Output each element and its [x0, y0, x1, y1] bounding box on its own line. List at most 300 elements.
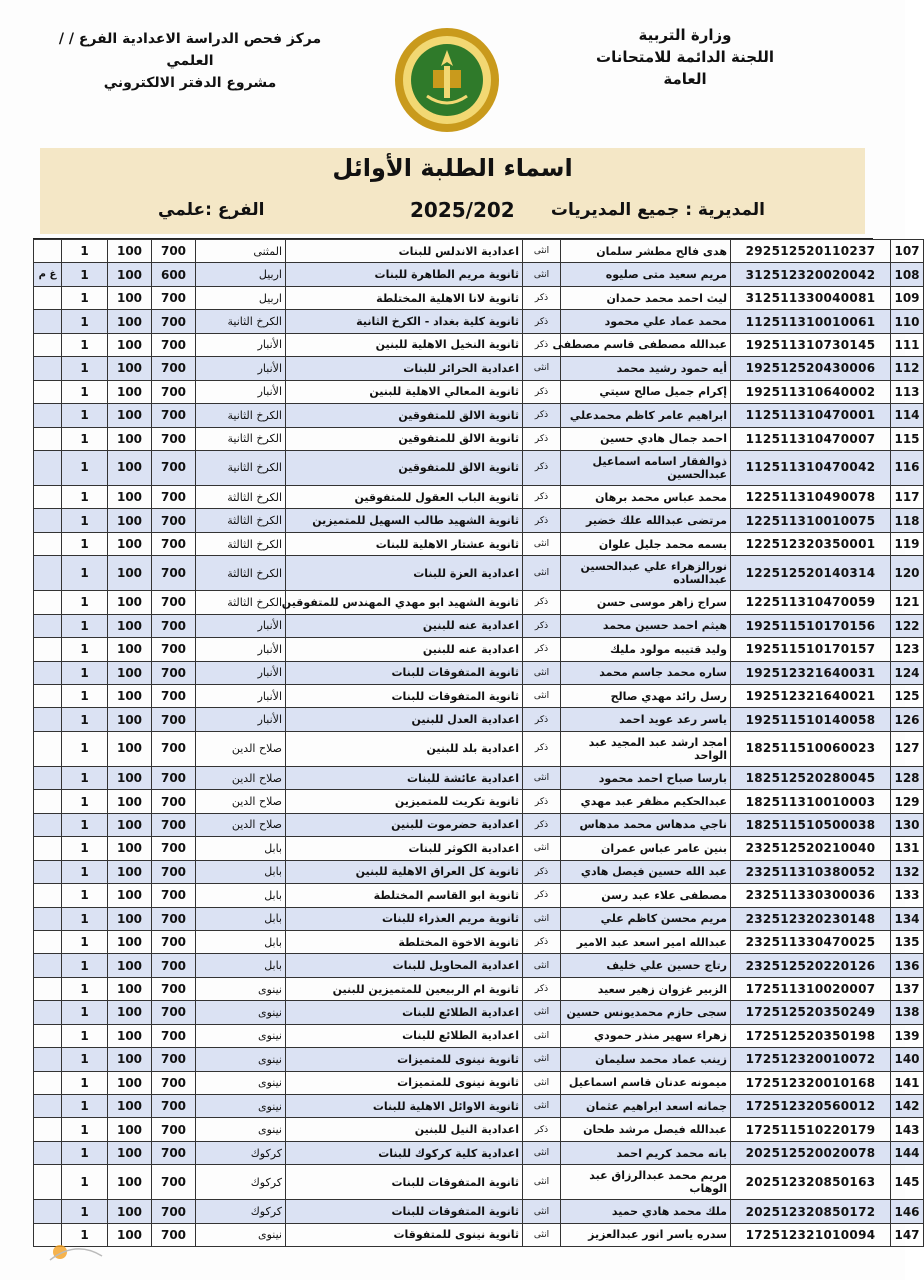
table-row [34, 1048, 924, 1071]
rank-cell: 1 [62, 638, 108, 661]
directorate-cell: الكرخ الثالثة [196, 556, 286, 591]
total-marks-cell: 700 [152, 1048, 196, 1071]
gender-cell: ذكر [523, 930, 561, 953]
gender-cell: ذكر [523, 1118, 561, 1141]
exam-number-cell: 122511310490078 [731, 485, 891, 508]
exam-number-cell: 122511310470059 [731, 591, 891, 614]
student-name-cell: امجد ارشد عبد المجيد عبد الواحد [561, 731, 731, 766]
school-name-cell: ثانوية مريم الطاهرة للبنات [286, 263, 523, 286]
table-row [34, 380, 924, 403]
student-name-cell: زينب عماد محمد سليمان [561, 1048, 731, 1071]
row-seq-cell: 147 [891, 1223, 924, 1246]
score-cell: 100 [108, 884, 152, 907]
total-marks-cell: 700 [152, 731, 196, 766]
directorate-cell: صلاح الدين [196, 813, 286, 836]
gender-cell: انثى [523, 1071, 561, 1094]
score-cell: 100 [108, 1095, 152, 1118]
rank-cell: 1 [62, 954, 108, 977]
school-name-cell: ثانوية نينوى للمتميزات [286, 1071, 523, 1094]
gender-cell: ذكر [523, 731, 561, 766]
table-row [34, 333, 924, 356]
gender-cell: انثى [523, 954, 561, 977]
note-cell [34, 509, 62, 532]
total-marks-cell: 700 [152, 685, 196, 708]
school-name-cell: ثانوية الاخوة المختلطة [286, 930, 523, 953]
row-seq-cell: 120 [891, 556, 924, 591]
note-cell [34, 556, 62, 591]
gender-cell: انثى [523, 532, 561, 555]
rank-cell: 1 [62, 731, 108, 766]
row-seq-cell: 124 [891, 661, 924, 684]
score-cell: 100 [108, 380, 152, 403]
row-seq-cell: 130 [891, 813, 924, 836]
student-name-cell: مريم محمد عبدالرزاق عبد الوهاب [561, 1165, 731, 1200]
exam-number-cell: 232512520210040 [731, 837, 891, 860]
note-cell [34, 286, 62, 309]
total-marks-cell: 700 [152, 1071, 196, 1094]
rank-cell: 1 [62, 1141, 108, 1164]
note-cell [34, 766, 62, 789]
directorate-cell: المثنى [196, 240, 286, 263]
total-marks-cell: 700 [152, 1095, 196, 1118]
total-marks-cell: 700 [152, 1141, 196, 1164]
rank-cell: 1 [62, 1048, 108, 1071]
exam-number-cell: 192511510170157 [731, 638, 891, 661]
directorate-cell: نينوى [196, 1071, 286, 1094]
row-seq-cell: 128 [891, 766, 924, 789]
total-marks-cell: 700 [152, 907, 196, 930]
note-cell [34, 685, 62, 708]
student-name-cell: وليد قتيبه مولود مليك [561, 638, 731, 661]
student-name-cell: ساره محمد جاسم محمد [561, 661, 731, 684]
exam-number-cell: 112511310010061 [731, 310, 891, 333]
row-seq-cell: 114 [891, 404, 924, 427]
note-cell [34, 907, 62, 930]
total-marks-cell: 700 [152, 286, 196, 309]
total-marks-cell: 700 [152, 380, 196, 403]
student-name-cell: ملك محمد هادي حميد [561, 1200, 731, 1223]
note-cell [34, 661, 62, 684]
directorate-cell: بابل [196, 860, 286, 883]
school-name-cell: ثانوية المعالي الاهلية للبنين [286, 380, 523, 403]
table-row [34, 1200, 924, 1223]
gender-cell: ذكر [523, 427, 561, 450]
note-cell [34, 310, 62, 333]
school-name-cell: ثانوية الشهيد ابو مهدي المهندس للمتفوقين [286, 591, 523, 614]
table-row [34, 685, 924, 708]
table-row [34, 286, 924, 309]
rank-cell: 1 [62, 404, 108, 427]
score-cell: 100 [108, 766, 152, 789]
gender-cell: انثى [523, 1001, 561, 1024]
rank-cell: 1 [62, 286, 108, 309]
row-seq-cell: 122 [891, 614, 924, 637]
rank-cell: 1 [62, 1024, 108, 1047]
student-name-cell: مريم سعيد متى صليوه [561, 263, 731, 286]
table-row [34, 1118, 924, 1141]
exam-number-cell: 192511510170156 [731, 614, 891, 637]
directorate-cell: الأنبار [196, 685, 286, 708]
row-seq-cell: 127 [891, 731, 924, 766]
directorate-cell: اربيل [196, 263, 286, 286]
school-name-cell: اعدادية الطلائع للبنات [286, 1001, 523, 1024]
note-cell [34, 1165, 62, 1200]
score-cell: 100 [108, 708, 152, 731]
branch-label: الفرع :علمي [158, 200, 265, 220]
school-name-cell: ثانوية عشتار الاهلية للبنات [286, 532, 523, 555]
score-cell: 100 [108, 1141, 152, 1164]
exam-number-cell: 122512320350001 [731, 532, 891, 555]
rank-cell: 1 [62, 1071, 108, 1094]
school-name-cell: ثانوية تكريت للمتميزين [286, 790, 523, 813]
table-row [34, 837, 924, 860]
rank-cell: 1 [62, 333, 108, 356]
total-marks-cell: 600 [152, 263, 196, 286]
note-cell [34, 731, 62, 766]
school-name-cell: ثانوية النخيل الاهلية للبنين [286, 333, 523, 356]
note-cell [34, 1024, 62, 1047]
table-row [34, 766, 924, 789]
table-row [34, 790, 924, 813]
school-name-cell: اعدادية العدل للبنين [286, 708, 523, 731]
score-cell: 100 [108, 790, 152, 813]
school-name-cell: اعدادية حضرموت للبنين [286, 813, 523, 836]
score-cell: 100 [108, 1001, 152, 1024]
note-cell [34, 930, 62, 953]
total-marks-cell: 700 [152, 1118, 196, 1141]
gender-cell: ذكر [523, 813, 561, 836]
score-cell: 100 [108, 614, 152, 637]
rank-cell: 1 [62, 708, 108, 731]
table-row [34, 1095, 924, 1118]
score-cell: 100 [108, 977, 152, 1000]
directorate-cell: الكرخ الثالثة [196, 509, 286, 532]
gender-cell: انثى [523, 556, 561, 591]
student-name-cell: سراج زاهر موسى حسن [561, 591, 731, 614]
center-name: / مركز فحص الدراسة الاعدادية الفرع / العلمي [58, 31, 322, 69]
rank-cell: 1 [62, 837, 108, 860]
note-cell [34, 708, 62, 731]
student-name-cell: بنين عامر عباس عمران [561, 837, 731, 860]
table-row [34, 1001, 924, 1024]
total-marks-cell: 700 [152, 509, 196, 532]
school-name-cell: اعدادية عنه للبنين [286, 614, 523, 637]
directorate-cell: الأنبار [196, 357, 286, 380]
student-name-cell: بارسا صباح احمد محمود [561, 766, 731, 789]
table-row [34, 556, 924, 591]
gender-cell: انثى [523, 1095, 561, 1118]
note-cell [34, 1071, 62, 1094]
school-name-cell: اعدادية عائشة للبنات [286, 766, 523, 789]
rank-cell: 1 [62, 556, 108, 591]
table-row [34, 310, 924, 333]
school-name-cell: اعدادية الكوثر للبنات [286, 837, 523, 860]
gender-cell: انثى [523, 263, 561, 286]
total-marks-cell: 700 [152, 1024, 196, 1047]
directorate-cell: نينوى [196, 1095, 286, 1118]
table-row [34, 813, 924, 836]
student-name-cell: مرتضى عبدالله علك خضير [561, 509, 731, 532]
exam-number-cell: 202512520020078 [731, 1141, 891, 1164]
rank-cell: 1 [62, 485, 108, 508]
row-seq-cell: 135 [891, 930, 924, 953]
school-name-cell: ثانوية المتفوقات للبنات [286, 685, 523, 708]
school-name-cell: ثانوية ام الربيعين للمتميزين للبنين [286, 977, 523, 1000]
gender-cell: انثى [523, 1141, 561, 1164]
note-cell [34, 860, 62, 883]
school-name-cell: ثانوية كل العراق الاهلية للبنين [286, 860, 523, 883]
directorate-cell: بابل [196, 954, 286, 977]
student-name-cell: عبد الله حسين فيصل هادي [561, 860, 731, 883]
exam-number-cell: 182512520280045 [731, 766, 891, 789]
exam-number-cell: 172511310020007 [731, 977, 891, 1000]
score-cell: 100 [108, 286, 152, 309]
school-name-cell: ثانوية الالق للمتفوقين [286, 427, 523, 450]
score-cell: 100 [108, 1024, 152, 1047]
student-name-cell: عبدالله فيصل مرشد طحان [561, 1118, 731, 1141]
note-cell [34, 813, 62, 836]
ministry-header [575, 24, 795, 90]
rank-cell: 1 [62, 1001, 108, 1024]
table-row [34, 509, 924, 532]
total-marks-cell: 700 [152, 614, 196, 637]
row-seq-cell: 137 [891, 977, 924, 1000]
gender-cell: ذكر [523, 614, 561, 637]
row-seq-cell: 126 [891, 708, 924, 731]
total-marks-cell: 700 [152, 485, 196, 508]
row-seq-cell: 136 [891, 954, 924, 977]
student-name-cell: نورالزهراء علي عبدالحسين عبدالساده [561, 556, 731, 591]
table-row [34, 661, 924, 684]
row-seq-cell: 138 [891, 1001, 924, 1024]
top-students-table [33, 239, 924, 1247]
gender-cell: انثى [523, 1165, 561, 1200]
total-marks-cell: 700 [152, 450, 196, 485]
gender-cell: ذكر [523, 404, 561, 427]
row-seq-cell: 143 [891, 1118, 924, 1141]
school-name-cell: ثانوية الالق للمتفوقين [286, 450, 523, 485]
note-cell [34, 1200, 62, 1223]
note-cell: غ م [34, 263, 62, 286]
directorate-cell: اربيل [196, 286, 286, 309]
rank-cell: 1 [62, 766, 108, 789]
gender-cell: ذكر [523, 509, 561, 532]
gender-cell: انثى [523, 837, 561, 860]
table-row [34, 860, 924, 883]
school-name-cell: ثانوية الاوائل الاهلية للبنات [286, 1095, 523, 1118]
table-row [34, 930, 924, 953]
directorate-cell: كركوك [196, 1141, 286, 1164]
directorate-cell: نينوى [196, 1223, 286, 1246]
gender-cell: انثى [523, 1048, 561, 1071]
score-cell: 100 [108, 509, 152, 532]
exam-number-cell: 172512321010094 [731, 1223, 891, 1246]
exam-number-cell: 192512520430006 [731, 357, 891, 380]
score-cell: 100 [108, 685, 152, 708]
exam-number-cell: 112511310470007 [731, 427, 891, 450]
total-marks-cell: 700 [152, 837, 196, 860]
table-row [34, 977, 924, 1000]
rank-cell: 1 [62, 860, 108, 883]
total-marks-cell: 700 [152, 766, 196, 789]
gender-cell: انثى [523, 907, 561, 930]
total-marks-cell: 700 [152, 310, 196, 333]
note-cell [34, 884, 62, 907]
rank-cell: 1 [62, 1165, 108, 1200]
gender-cell: انثى [523, 240, 561, 263]
school-name-cell: ثانوية ابو القاسم المختلطة [286, 884, 523, 907]
score-cell: 100 [108, 907, 152, 930]
directorate-cell: نينوى [196, 1118, 286, 1141]
note-cell [34, 614, 62, 637]
year-label: 2025/202 [410, 198, 515, 222]
note-cell [34, 1048, 62, 1071]
exam-number-cell: 172512320560012 [731, 1095, 891, 1118]
directorate-cell: الكرخ الثانية [196, 404, 286, 427]
directorate-cell: نينوى [196, 977, 286, 1000]
total-marks-cell: 700 [152, 240, 196, 263]
note-cell [34, 1118, 62, 1141]
student-name-cell: زهراء سهير منذر حمودي [561, 1024, 731, 1047]
directorate-cell: صلاح الدين [196, 766, 286, 789]
exam-number-cell: 172512320010168 [731, 1071, 891, 1094]
table-row [34, 708, 924, 731]
rank-cell: 1 [62, 1223, 108, 1246]
page-title: اسماء الطلبة الأوائل [332, 154, 573, 182]
table-row [34, 357, 924, 380]
note-cell [34, 380, 62, 403]
student-name-cell: الزبير غزوان زهير سعيد [561, 977, 731, 1000]
exam-number-cell: 192511310640002 [731, 380, 891, 403]
directorate-cell: صلاح الدين [196, 731, 286, 766]
table-row [34, 1071, 924, 1094]
score-cell: 100 [108, 860, 152, 883]
score-cell: 100 [108, 310, 152, 333]
directorate-cell: الأنبار [196, 638, 286, 661]
score-cell: 100 [108, 485, 152, 508]
school-name-cell: ثانوية الشهيد طالب السهيل للمتميزين [286, 509, 523, 532]
rank-cell: 1 [62, 1118, 108, 1141]
school-name-cell: اعدادية الطلائع للبنات [286, 1024, 523, 1047]
score-cell: 100 [108, 661, 152, 684]
rank-cell: 1 [62, 907, 108, 930]
total-marks-cell: 700 [152, 404, 196, 427]
note-cell [34, 450, 62, 485]
score-cell: 100 [108, 837, 152, 860]
total-marks-cell: 700 [152, 1223, 196, 1246]
directorate-cell: الكرخ الثالثة [196, 591, 286, 614]
score-cell: 100 [108, 591, 152, 614]
student-name-cell: ميمونه عدنان قاسم اسماعيل [561, 1071, 731, 1094]
directorate-cell: بابل [196, 907, 286, 930]
directorate-cell: الكرخ الثالثة [196, 532, 286, 555]
row-seq-cell: 131 [891, 837, 924, 860]
student-name-cell: ليث احمد محمد حمدان [561, 286, 731, 309]
school-name-cell: اعدادية الحرائر للبنات [286, 357, 523, 380]
rank-cell: 1 [62, 532, 108, 555]
total-marks-cell: 700 [152, 532, 196, 555]
note-cell [34, 357, 62, 380]
school-name-cell: ثانوية المتفوقات للبنات [286, 661, 523, 684]
table-row [34, 1223, 924, 1246]
exam-number-cell: 172511510220179 [731, 1118, 891, 1141]
student-name-cell: بسمه محمد جليل علوان [561, 532, 731, 555]
row-seq-cell: 146 [891, 1200, 924, 1223]
score-cell: 100 [108, 930, 152, 953]
rank-cell: 1 [62, 661, 108, 684]
gender-cell: ذكر [523, 450, 561, 485]
student-name-cell: محمد عباس محمد برهان [561, 485, 731, 508]
school-name-cell: ثانوية لانا الاهلية المختلطة [286, 286, 523, 309]
row-seq-cell: 115 [891, 427, 924, 450]
table-row [34, 1141, 924, 1164]
total-marks-cell: 700 [152, 708, 196, 731]
student-name-cell: مريم محسن كاظم علي [561, 907, 731, 930]
table-row [34, 427, 924, 450]
total-marks-cell: 700 [152, 860, 196, 883]
school-name-cell: ثانوية نينوى للمتميزات [286, 1048, 523, 1071]
gender-cell: ذكر [523, 884, 561, 907]
score-cell: 100 [108, 1165, 152, 1200]
student-name-cell: إكرام جميل صالح سيتي [561, 380, 731, 403]
row-seq-cell: 107 [891, 240, 924, 263]
total-marks-cell: 700 [152, 1165, 196, 1200]
student-name-cell: عبدالله امير اسعد عبد الامير [561, 930, 731, 953]
student-name-cell: ياسر رعد عويد احمد [561, 708, 731, 731]
total-marks-cell: 700 [152, 333, 196, 356]
student-name-cell: أيه حمود رشيد محمد [561, 357, 731, 380]
directorate-cell: الأنبار [196, 380, 286, 403]
student-name-cell: عبدالحكيم مظفر عبد مهدي [561, 790, 731, 813]
gender-cell: انثى [523, 685, 561, 708]
score-cell: 100 [108, 1071, 152, 1094]
rank-cell: 1 [62, 614, 108, 637]
score-cell: 100 [108, 731, 152, 766]
exam-number-cell: 312511330040081 [731, 286, 891, 309]
score-cell: 100 [108, 532, 152, 555]
gender-cell: انثى [523, 1024, 561, 1047]
gender-cell: ذكر [523, 380, 561, 403]
note-cell [34, 1095, 62, 1118]
table-row [34, 907, 924, 930]
school-name-cell: اعدادية المحاويل للبنات [286, 954, 523, 977]
school-name-cell: ثانوية الالق للمتفوقين [286, 404, 523, 427]
ministry-seal-icon [393, 26, 501, 134]
row-seq-cell: 121 [891, 591, 924, 614]
exam-number-cell: 112511310470001 [731, 404, 891, 427]
note-cell [34, 837, 62, 860]
exam-number-cell: 182511510500038 [731, 813, 891, 836]
school-name-cell: ثانوية المتفوقات للبنات [286, 1200, 523, 1223]
table-row [34, 884, 924, 907]
school-name-cell: اعدادية النيل للبنين [286, 1118, 523, 1141]
row-seq-cell: 139 [891, 1024, 924, 1047]
gender-cell: ذكر [523, 333, 561, 356]
student-name-cell: هيثم احمد حسين محمد [561, 614, 731, 637]
gender-cell: ذكر [523, 310, 561, 333]
gender-cell: انثى [523, 766, 561, 789]
row-seq-cell: 112 [891, 357, 924, 380]
exam-number-cell: 172512320010072 [731, 1048, 891, 1071]
student-name-cell: مصطفى علاء عبد رسن [561, 884, 731, 907]
table-body [34, 240, 924, 1247]
row-seq-cell: 113 [891, 380, 924, 403]
directorate-cell: صلاح الدين [196, 790, 286, 813]
center-header [40, 28, 340, 94]
rank-cell: 1 [62, 357, 108, 380]
rank-cell: 1 [62, 427, 108, 450]
school-name-cell: اعدادية عنه للبنين [286, 638, 523, 661]
